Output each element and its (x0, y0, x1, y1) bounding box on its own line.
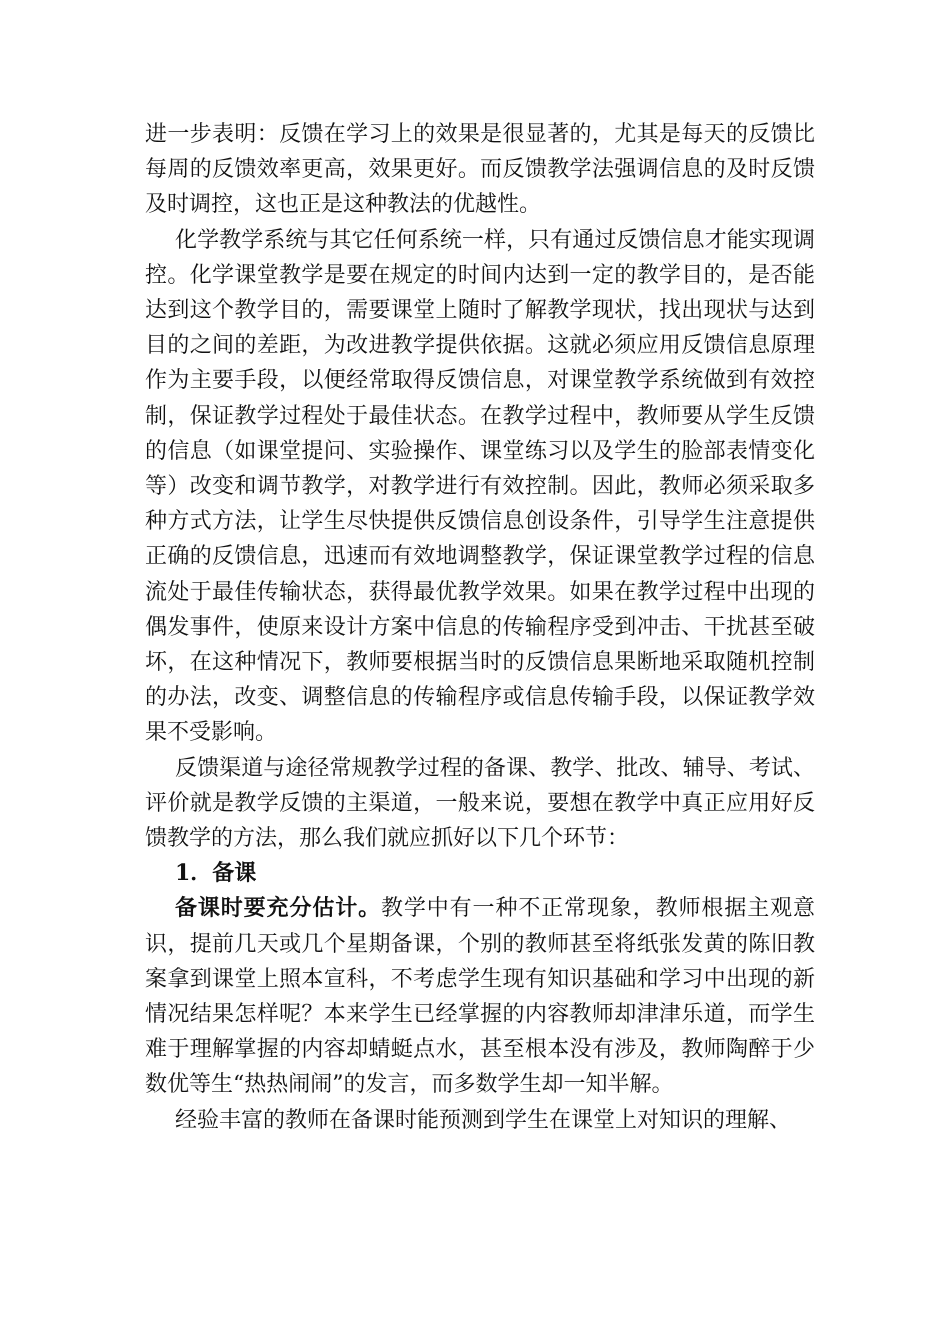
paragraph-lead-phrase: 备课时要充分估计。 (175, 895, 381, 922)
document-body (145, 117, 815, 1138)
paragraph-feedback-effect: 进一步表明：反馈在学习上的效果是很显著的，尤其是每天的反馈比每周的反馈效率更高，效果更好。而反馈教学法强调信息的及时反馈及时调控，这也正是这种教法的优越性。 (145, 122, 815, 218)
paragraph-feedback-channels: 反馈渠道与途径常规教学过程的备课、教学、批改、辅导、考试、评价就是教学反馈的主渠道，一般来说，要想在教学中真正应用好反馈教学的方法，那么我们就应抓好以下几个环节： (145, 755, 815, 852)
paragraph-chemistry-system: 化学教学系统与其它任何系统一样，只有通过反馈信息才能实现调控。化学课堂教学是要在规定的时间内达到一定的教学目的，是否能达到这个教学目的，需要课堂上随时了解教学现状，找出现状与达到目的之间的差距，为改进教学提供依据。这就必须应用反馈信息原理作为主要手段，以便经常取得反馈信息，对课堂教学系统做到有效控制，保证教学过程处于最佳状态。在教学过程中，教师要从学生反馈的信息（如课堂提问、实验操作、课堂练习以及学生的脸部表情变化等）改变和调节教学，对教学进行有效控制。因此，教师必须采取多种方式方法，让学生尽快提供反馈信息创设条件，引导学生注意提供正确的反馈信息，迅速而有效地调整教学，保证课堂教学过程的信息流处于最佳传输状态，获得最优教学效果。如果在教学过程中出现的偶发事件，使原来设计方案中信息的传输程序受到冲击、干扰甚至破坏，在这种情况下，教师要根据当时的反馈信息果断地采取随机控制的办法，改变、调整信息的传输程序或信息传输手段，以保证教学效果不受影响。 (145, 227, 815, 746)
paragraph-lesson-prep (145, 891, 815, 1102)
paragraph-lead-rest: 教学中有一种不正常现象，教师根据主观意识，提前几天或几个星期备课，个别的教师甚至将纸张发黄的陈旧教案拿到课堂上照本宣科，不考虑学生现有知识基础和学习中出现的新情况结果怎样呢？本来学生已经掌握的内容教师却津津乐道，而学生难于理解掌握的内容却蜻蜓点水，甚至根本没有涉及，教师陶醉于少数优等生“热热闹闹”的发言，而多数学生却一知半解。 (145, 896, 815, 1098)
section-heading-lesson-prep: 1．备课 (175, 860, 257, 887)
paragraph-experienced-teachers: 经验丰富的教师在备课时能预测到学生在课堂上对知识的理解、 (175, 1107, 792, 1133)
